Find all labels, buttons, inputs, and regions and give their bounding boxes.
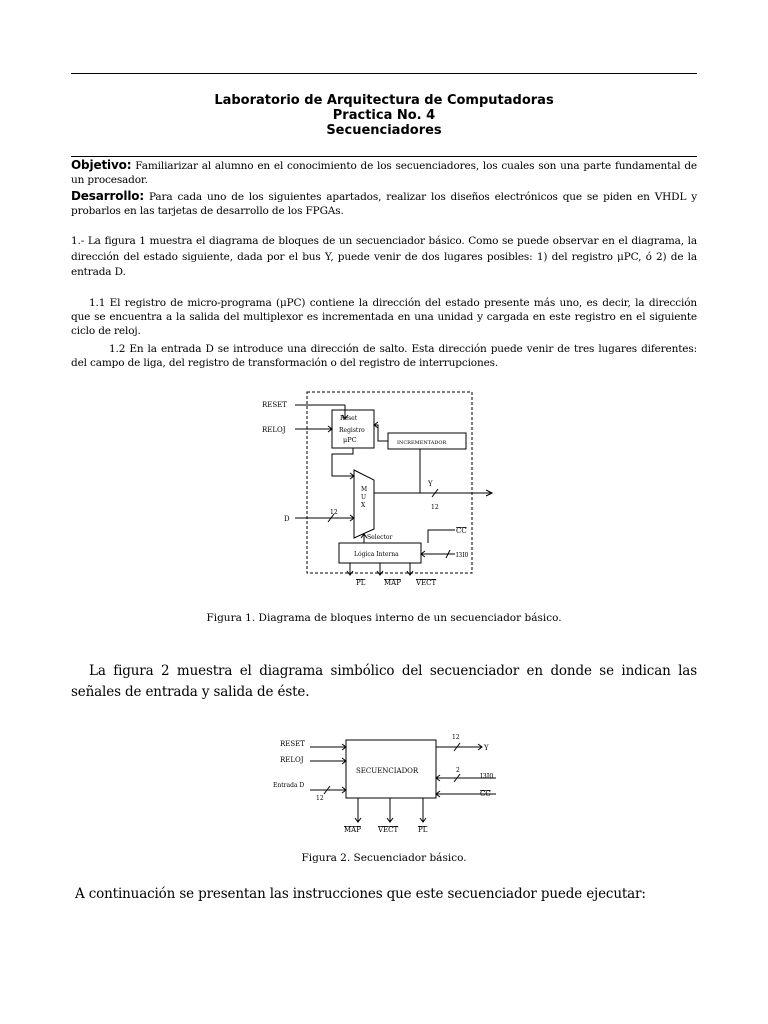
fig1-y-label: Y xyxy=(428,480,433,488)
fig2-vect-label: VECT xyxy=(378,826,399,834)
closing-paragraph: A continuación se presentan las instrucciones que este secuenciador puede ejecutar: xyxy=(75,886,646,902)
desarrollo-label: Desarrollo: xyxy=(71,189,145,203)
fig1-d-label: D xyxy=(284,515,290,523)
fig2-y-label: Y xyxy=(484,744,489,752)
fig1-cc: CC xyxy=(456,527,467,535)
fig2-block-label: SECUENCIADOR xyxy=(356,767,419,775)
practice-topic: Secuenciadores xyxy=(326,123,442,138)
objetivo-label: Objetivo: xyxy=(71,158,132,172)
fig2-bus12-d: 12 xyxy=(316,795,324,802)
doc-title: Laboratorio de Arquitectura de Computadoras xyxy=(214,93,554,108)
practice-number: Practica No. 4 xyxy=(332,108,436,123)
fig1-reg-reset: Reset xyxy=(340,415,358,422)
desarrollo-paragraph xyxy=(71,189,697,218)
section-1-2: 1.2 En la entrada D se introduce una dirección de salto. Esta dirección puede venir de tres lugares diferentes: del campo de liga, del registro de transformación o del registro de interrupciones. xyxy=(71,343,697,369)
fig2-pl-label: PL xyxy=(418,826,428,834)
fig1-mux-x: X xyxy=(361,502,366,509)
fig2-reset-label: RESET xyxy=(280,740,305,748)
fig2-i3i0-label: I3I0 xyxy=(480,772,494,780)
fig1-logica: Lógica Interna xyxy=(354,551,399,558)
fig1-mux-m: M xyxy=(361,486,368,493)
fig2-reloj-label: RELOJ xyxy=(280,756,304,764)
fig1-mux-u: U xyxy=(361,494,367,501)
fig1-reloj-label: RELOJ xyxy=(262,426,286,434)
fig1-reg-upc: μPC xyxy=(343,436,357,444)
figure-1-caption: Figura 1. Diagrama de bloques interno de un secuenciador básico. xyxy=(206,612,562,624)
top-rule xyxy=(71,73,697,74)
fig2-map-label: MAP xyxy=(344,826,361,834)
section-1: 1.- La figura 1 muestra el diagrama de bloques de un secuenciador básico. Como se puede observar en el diagrama, la dirección del estado siguiente, dada por el bus Y, puede venir de dos lugares posibles: 1) del registro μPC, ó 2) de la entrada D. xyxy=(71,235,697,278)
figure-2-diagram xyxy=(268,728,504,840)
fig1-reset-label: RESET xyxy=(262,401,287,409)
fig1-vect: VECT xyxy=(416,579,437,587)
header-rule xyxy=(71,156,697,157)
fig1-map: MAP xyxy=(384,579,401,587)
desarrollo-text: Para cada uno de los siguientes apartados, realizar los diseños electrónicos que se piden en VHDL y probarlos en las tarjetas de desarrollo de los FPGAs. xyxy=(71,191,697,217)
figure-1-diagram xyxy=(260,388,500,592)
fig1-reg-name: Registro xyxy=(339,427,365,434)
fig1-bus12-y: 12 xyxy=(431,504,439,511)
fig2-entrada-d-label: Entrada D xyxy=(273,782,305,789)
fig2-bus12-y: 12 xyxy=(452,734,460,741)
fig2-bus2: 2 xyxy=(456,767,460,774)
fig1-incrementador: INCREMENTADOR xyxy=(397,440,447,446)
figure-2-caption: Figura 2. Secuenciador básico. xyxy=(301,852,467,864)
fig1-selector: Selector xyxy=(367,534,393,541)
fig1-i3i0: I3I0 xyxy=(456,552,469,559)
fig1-bus12-d: 12 xyxy=(330,509,338,516)
intro-figure-2: La figura 2 muestra el diagrama simbólico del secuenciador en donde se indican las señales de entrada y salida de éste. xyxy=(71,663,697,700)
section-1-1: 1.1 El registro de micro-programa (μPC) contiene la dirección del estado presente más uno, es decir, la dirección que se encuentra a la salida del multiplexor es incrementada en una unidad y cargada en este registro en el siguiente ciclo de reloj. xyxy=(71,297,697,337)
fig1-pl: PL xyxy=(356,579,366,587)
objetivo-paragraph xyxy=(71,158,697,187)
objetivo-text: Familiarizar al alumno en el conocimiento de los secuenciadores, los cuales son una parte fundamental de un procesador. xyxy=(71,160,697,186)
fig2-cc-label: CC xyxy=(480,790,491,798)
